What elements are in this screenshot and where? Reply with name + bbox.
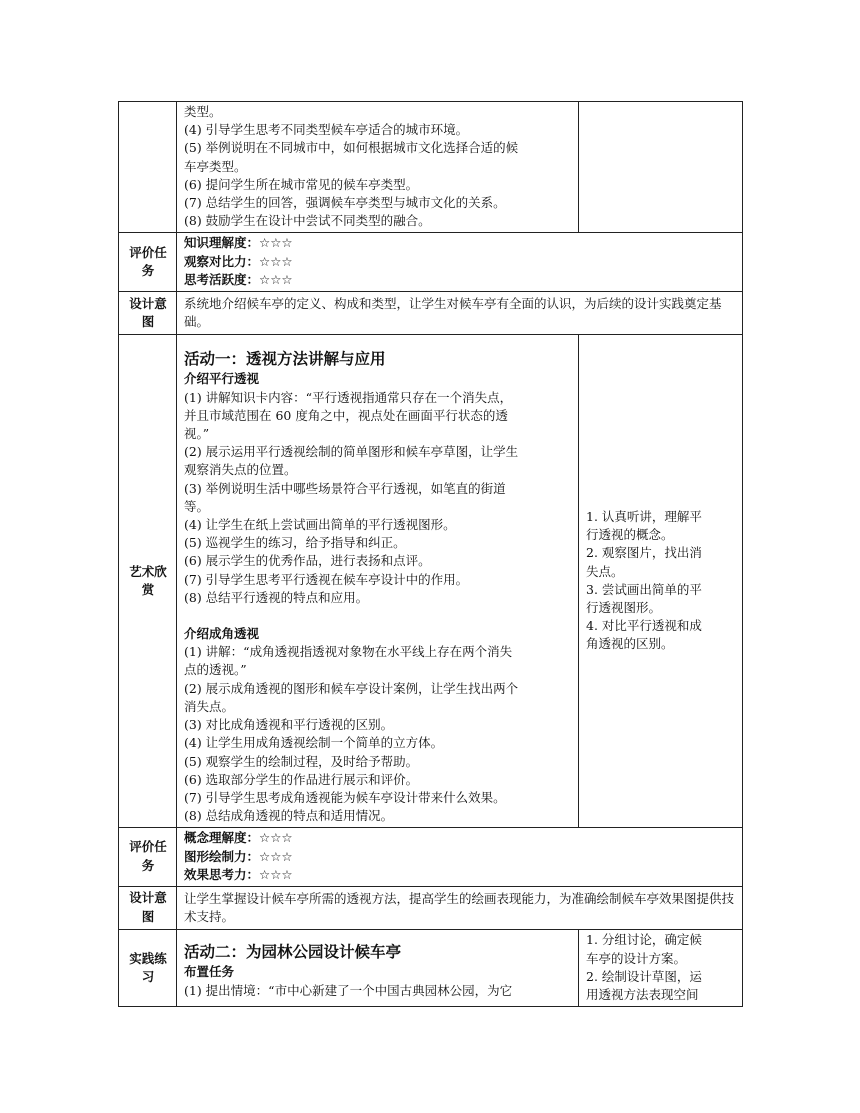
- text-line: (7) 引导学生思考平行透视在候车亭设计中的作用。: [184, 571, 469, 587]
- text-line: (6) 展示学生的优秀作品，进行表扬和点评。: [184, 553, 431, 569]
- table-row-evaluation-1: [119, 233, 743, 292]
- star-rating: ☆☆☆: [259, 830, 293, 846]
- text-line: 用透视方法表现空间: [586, 986, 699, 1002]
- text-line: 类型。: [184, 104, 222, 119]
- evaluation-name: 效果思考力：: [184, 866, 260, 882]
- table-row-art-appreciation: [119, 335, 743, 828]
- practice-student-activities: [579, 930, 743, 1007]
- text-line: 视。”: [184, 426, 210, 442]
- text-line: 观察消失点的位置。: [184, 462, 297, 478]
- text-line: 2. 绘制设计草图，运: [586, 968, 702, 984]
- spacer: [184, 607, 572, 625]
- text-line: 并且市域范围在 60 度角之中，视点处在画面平行状态的透: [184, 407, 508, 423]
- row-label-design-intent: 设计意图: [119, 292, 177, 335]
- evaluation-name: 知识理解度：: [184, 235, 260, 251]
- star-rating: ☆☆☆: [259, 235, 293, 251]
- text-line: 3. 尝试画出简单的平: [586, 581, 702, 597]
- section-title-task: 布置任务: [184, 964, 235, 980]
- star-rating: ☆☆☆: [259, 848, 293, 864]
- text-line: 2. 观察图片，找出消: [586, 545, 702, 561]
- text-line: 1. 分组讨论，确定候: [586, 932, 702, 948]
- text-line: (8) 总结成角透视的特点和适用情况。: [184, 808, 394, 824]
- text-line: (8) 鼓励学生在设计中尝试不同类型的融合。: [184, 213, 431, 229]
- text-line: (5) 举例说明在不同城市中，如何根据城市文化选择合适的候: [184, 140, 519, 156]
- text-line: (5) 巡视学生的练习，给予指导和纠正。: [184, 535, 406, 551]
- row-label-design-intent: 设计意图: [119, 886, 177, 929]
- art-student-activities: [579, 335, 743, 828]
- table-row-evaluation-2: [119, 828, 743, 887]
- text-line: 1. 认真听讲，理解平: [586, 509, 702, 525]
- text-line: (4) 让学生在纸上尝试画出简单的平行透视图形。: [184, 517, 456, 533]
- text-line: 消失点。: [184, 698, 235, 714]
- evaluation-items: [177, 828, 743, 887]
- row-label-evaluation: 评价任务: [119, 828, 177, 887]
- text-line: (1) 讲解知识卡内容：“平行透视指通常只存在一个消失点，: [184, 389, 513, 405]
- evaluation-name: 图形绘制力：: [184, 848, 260, 864]
- table-row-design-intent-1: [119, 292, 743, 335]
- star-rating: ☆☆☆: [259, 253, 293, 269]
- text-line: 失点。: [586, 563, 624, 579]
- text-line: (3) 对比成角透视和平行透视的区别。: [184, 717, 394, 733]
- text-line: (7) 引导学生思考成角透视能为候车亭设计带来什么效果。: [184, 789, 506, 805]
- lesson-plan-table: [118, 101, 743, 1007]
- text-line: (3) 举例说明生活中哪些场景符合平行透视，如笔直的街道: [184, 480, 506, 496]
- text-line: (1) 讲解：“成角透视指透视对象物在水平线上存在两个消失: [184, 644, 513, 660]
- table-row-type-intro: [119, 102, 743, 233]
- text-line: 4. 对比平行透视和成: [586, 618, 702, 634]
- art-activity-content: [177, 335, 579, 828]
- text-line: (4) 让学生用成角透视绘制一个简单的立方体。: [184, 735, 444, 751]
- table-row-practice: [119, 930, 743, 1007]
- row-label-art-appreciation: 艺术欣赏: [119, 335, 177, 828]
- text-line: (6) 选取部分学生的作品进行展示和评价。: [184, 771, 419, 787]
- evaluation-item: [184, 848, 736, 866]
- star-rating: ☆☆☆: [259, 866, 293, 882]
- row1-content: [177, 102, 579, 233]
- evaluation-item: [184, 866, 736, 884]
- text-line: (2) 展示运用平行透视绘制的简单图形和候车亭草图，让学生: [184, 444, 519, 460]
- evaluation-item: [184, 253, 736, 271]
- design-intent-text: 让学生掌握设计候车亭所需的透视方法，提高学生的绘画表现能力，为准确绘制候车亭效果图提供技术支持。: [177, 886, 743, 929]
- row-label-evaluation: 评价任务: [119, 233, 177, 292]
- text-line: (6) 提问学生所在城市常见的候车亭类型。: [184, 176, 419, 192]
- text-line: 行透视的概念。: [586, 527, 674, 543]
- row-label-empty: [119, 102, 177, 233]
- evaluation-item: [184, 234, 736, 252]
- section-title-parallel: 介绍平行透视: [184, 371, 260, 387]
- text-line: (4) 引导学生思考不同类型候车亭适合的城市环境。: [184, 122, 469, 138]
- evaluation-item: [184, 829, 736, 847]
- text-line: 车亭的设计方案。: [586, 950, 687, 966]
- text-line: (1) 提出情境：“市中心新建了一个中国古典园林公园，为它: [184, 982, 513, 998]
- design-intent-text: 系统地介绍候车亭的定义、构成和类型，让学生对候车亭有全面的认识，为后续的设计实践奠定基础。: [177, 292, 743, 335]
- evaluation-items: [177, 233, 743, 292]
- evaluation-name: 概念理解度：: [184, 830, 260, 846]
- text-line: 车亭类型。: [184, 158, 247, 174]
- text-line: (2) 展示成角透视的图形和候车亭设计案例，让学生找出两个: [184, 680, 519, 696]
- evaluation-name: 观察对比力：: [184, 253, 260, 269]
- evaluation-name: 思考活跃度：: [184, 271, 260, 287]
- text-line: 点的透视。”: [184, 662, 247, 678]
- text-line: 角透视的区别。: [586, 636, 674, 652]
- text-line: 行透视图形。: [586, 600, 662, 616]
- text-line: 等。: [184, 498, 210, 514]
- text-line: (8) 总结平行透视的特点和应用。: [184, 589, 369, 605]
- row-label-practice: 实践练习: [119, 930, 177, 1007]
- table-row-design-intent-2: [119, 886, 743, 929]
- activity-title: 活动二：为园林公园设计候车亭: [184, 943, 402, 962]
- practice-activity-content: [177, 930, 579, 1007]
- section-title-angular: 介绍成角透视: [184, 626, 260, 642]
- row1-student-cell: [579, 102, 743, 233]
- text-line: (7) 总结学生的回答，强调候车亭类型与城市文化的关系。: [184, 195, 506, 211]
- evaluation-item: [184, 271, 736, 289]
- text-line: (5) 观察学生的绘制过程，及时给予帮助。: [184, 753, 419, 769]
- activity-title: 活动一：透视方法讲解与应用: [184, 350, 386, 369]
- star-rating: ☆☆☆: [259, 271, 293, 287]
